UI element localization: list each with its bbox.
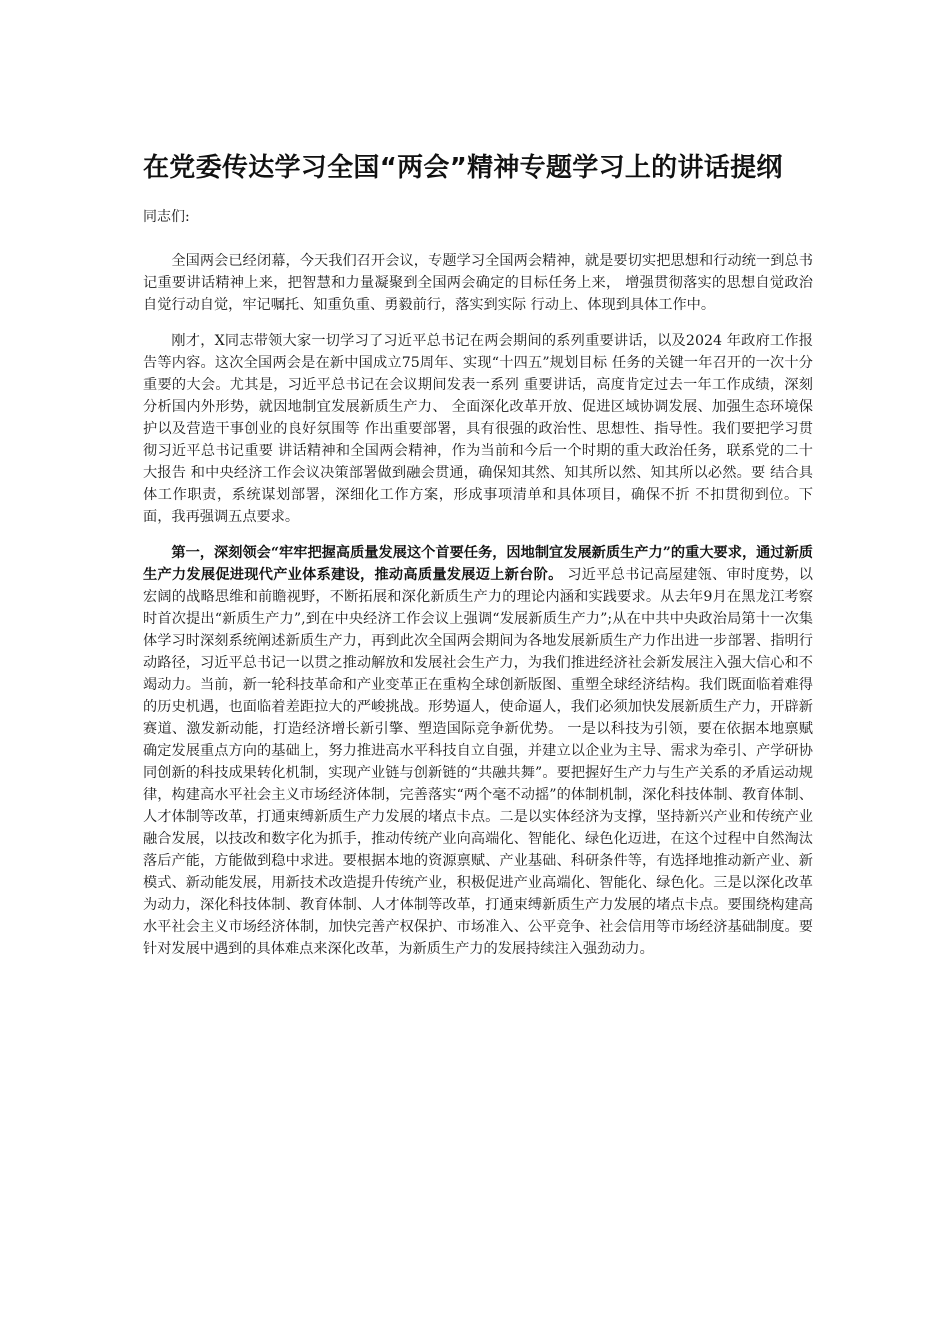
paragraph-opening [143, 250, 813, 316]
document-title: 在党委传达学习全国“两会”精神专题学习上的讲话提纲 [143, 153, 783, 183]
paragraph-text: 全国两会已经闭幕，今天我们召开会议，专题学习全国两会精神，就是要切实把思想和行动统一到总书记重要讲话精神上来，把智慧和力量凝聚到全国两会确定的目标任务上来， 增强贯彻落实的思想自觉政治自觉行动自觉，牢记嘱托、知重负重、勇毅前行，落实到实际 行动上、体现到具体工作中。 [143, 253, 813, 313]
salutation: 同志们: [143, 209, 190, 225]
paragraph-text: 习近平总书记高屋建瓴、审时度势，以宏阔的战略思维和前瞻视野，不断拓展和深化新质生产力的理论内涵和实践要求。从去年9月在黑龙江考察时首次提出“新质生产力”,到在中央经济工作会议上强调“发展新质生产力”;从在中共中央政治局第十一次集体学习时深刻系统阐述新质生产力，再到此次全国两会期间为各地发展新质生产力作出进一步部署、指明行动路径，习近平总书记一以贯之推动解放和发展社会生产力，为我们推进经济社会新发展注入强大信心和不竭动力。当前，新一轮科技革命和产业变革正在重构全球创新版图、重塑全球经济结构。我们既面临着难得的历史机遇，也面临着差距拉大的严峻挑战。形势逼人，使命逼人，我们必须加快发展新质生产力，开辟新赛道、激发新动能，打造经济增长新引擎、塑造国际竞争新优势。 一是以科技为引领，要在依据本地禀赋确定发展重点方向的基础上，努力推进高水平科技自立自强，并建立以企业为主导、需求为牵引、产学研协同创新的科技成果转化机制，实现产业链与创新链的“共融共舞”。要把握好生产力与生产关系的矛盾运动规律，构建高水平社会主义市场经济体制，完善落实“两个毫不动摇”的体制机制，深化科技体制、教育体制、人才体制等改革，打通束缚新质生产力发展的堵点卡点。二是以实体经济为支撑，坚持新兴产业和传统产业融合发展，以技改和数字化为抓手，推动传统产业向高端化、智能化、绿色化迈进，在这个过程中自然淘汰落后产能，方能做到稳中求进。要根据本地的资源禀赋、产业基础、科研条件等，有选择地推动新产业、新模式、新动能发展，用新技术改造提升传统产业，积极促进产业高端化、智能化、绿色化。三是以深化改革为动力，深化科技体制、教育体制、人才体制等改革，打通束缚新质生产力发展的堵点卡点。要围绕构建高水平社会主义市场经济体制，加快完善产权保护、市场准入、公平竞争、社会信用等市场经济基础制度。要针对发展中遇到的具体难点来深化改革，为新质生产力的发展持续注入强劲动力。 [143, 567, 813, 957]
paragraph-point-one [143, 542, 813, 960]
paragraph-overview [143, 330, 813, 528]
paragraph-text: 刚才，X同志带领大家一切学习了习近平总书记在两会期间的系列重要讲话，以及2024 年政府工作报告等内容。这次全国两会是在新中国成立75周年、实现“十四五”规划目标 任务的关键一年召开的一次十分重要的大会。尤其是，习近平总书记在会议期间发表一系列 重要讲话，高度肯定过去一年工作成绩，深刻分析国内外形势，就因地制宜发展新质生产力、 全面深化改革开放、促进区域协调发展、加强生态环境保护以及营造干事创业的良好氛围等 作出重要部署，具有很强的政治性、思想性、指导性。我们要把学习贯彻习近平总书记重要 讲话精神和全国两会精神，作为当前和今后一个时期的重大政治任务，联系党的二十大报告 和中央经济工作会议决策部署做到融会贯通，确保知其然、知其所以然、知其所以必然。要 结合具体工作职责，系统谋划部署，深细化工作方案，形成事项清单和具体项目，确保不折 不扣贯彻到位。下面，我再强调五点要求。 [143, 333, 813, 525]
paragraph-heading: 第一，深刻领会“牢牢把握高质量发展这个首要任务，因地制宜发展新质生产力”的重大要求，通过新质生产力发展促进现代产业体系建设，推动高质量发展迈上新台阶。 [143, 545, 813, 583]
document-page [143, 150, 813, 974]
